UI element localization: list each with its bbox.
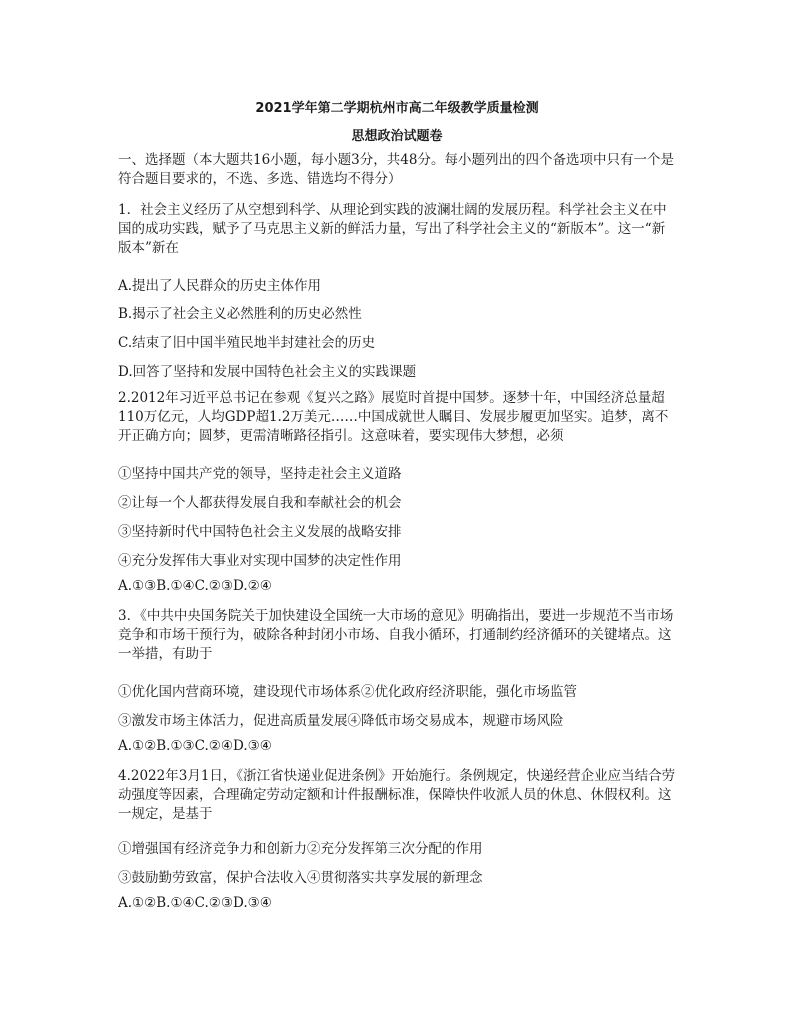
question-2-item-3: ③坚持新时代中国特色社会主义发展的战略安排 — [118, 524, 402, 540]
question-3-stem: 3．《中共中央国务院关于加快建设全国统一大市场的意见》明确指出，要进一步规范不当市场竞争和市场干预行为，破除各种封闭小市场、自我小循环，打通制约经济循环的关键堵点。这一举措，有助于 — [118, 608, 674, 662]
question-2-item-2: ②让每一个人都获得发展自我和奉献社会的机会 — [118, 495, 402, 511]
question-2-answers: A.①③B.①④C.②③D.②④ — [118, 578, 272, 594]
question-4-item-1: ①增强国有经济竞争力和创新力②充分发挥第三次分配的作用 — [118, 841, 483, 857]
exam-subtitle: 思想政治试题卷 — [351, 129, 443, 144]
question-1-stem: 1．社会主义经历了从空想到科学、从理论到实践的波澜壮阔的发展历程。科学社会主义在中国的成功实践，赋予了马克思主义新的鲜活力量，写出了科学社会主义的“新版本”。这一“新版本”新在 — [118, 202, 667, 256]
question-2-stem: 2.2012年习近平总书记在参观《复兴之路》展览时首提中国梦。逐梦十年，中国经济总量超110万亿元，人均GDP超1.2万美元……中国成就世人瞩目、发展步履更加坚实。追梦，离不开正确方向；圆梦，更需清晰路径指引。这意味着，要实现伟大梦想，必须 — [118, 390, 669, 444]
question-3-answers: A.①②B.①③C.②④D.③④ — [118, 738, 272, 754]
question-2-item-1: ①坚持中国共产党的领导，坚持走社会主义道路 — [118, 466, 402, 482]
question-4-item-2: ③鼓励勤劳致富，保护合法收入④贯彻落实共享发展的新理念 — [118, 870, 483, 886]
question-4-stem: 4.2022年3月1日，《浙江省快递业促进条例》开始施行。条例规定，快递经营企业应当结合劳动强度等因素，合理确定劳动定额和计件报酬标准，保障快件收派人员的休息、休假权利。这一规定，是基于 — [118, 768, 676, 822]
question-2-item-4: ④充分发挥伟大事业对实现中国梦的决定性作用 — [118, 553, 402, 569]
question-1-option-a: A.提出了人民群众的历史主体作用 — [118, 278, 322, 294]
question-3-item-2: ③激发市场主体活力，促进高质量发展④降低市场交易成本，规避市场风险 — [118, 713, 564, 729]
exam-title: 2021学年第二学期杭州市高二年级教学质量检测 — [255, 101, 539, 116]
question-3-item-1: ①优化国内营商环境，建设现代市场体系②优化政府经济职能，强化市场监管 — [118, 684, 577, 700]
question-1-option-b: B.揭示了社会主义必然胜利的历史必然性 — [118, 306, 362, 322]
question-1-option-d: D.回答了坚持和发展中国特色社会主义的实践课题 — [118, 364, 417, 380]
question-4-answers: A.①②B.①④C.②③D.③④ — [118, 895, 272, 911]
section-heading: 一、选择题（本大题共16小题，每小题3分，共48分。每小题列出的四个备选项中只有一个是符合题目要求的，不选、多选、错选均不得分） — [118, 152, 674, 187]
question-1-option-c: C.结束了旧中国半殖民地半封建社会的历史 — [118, 335, 376, 351]
